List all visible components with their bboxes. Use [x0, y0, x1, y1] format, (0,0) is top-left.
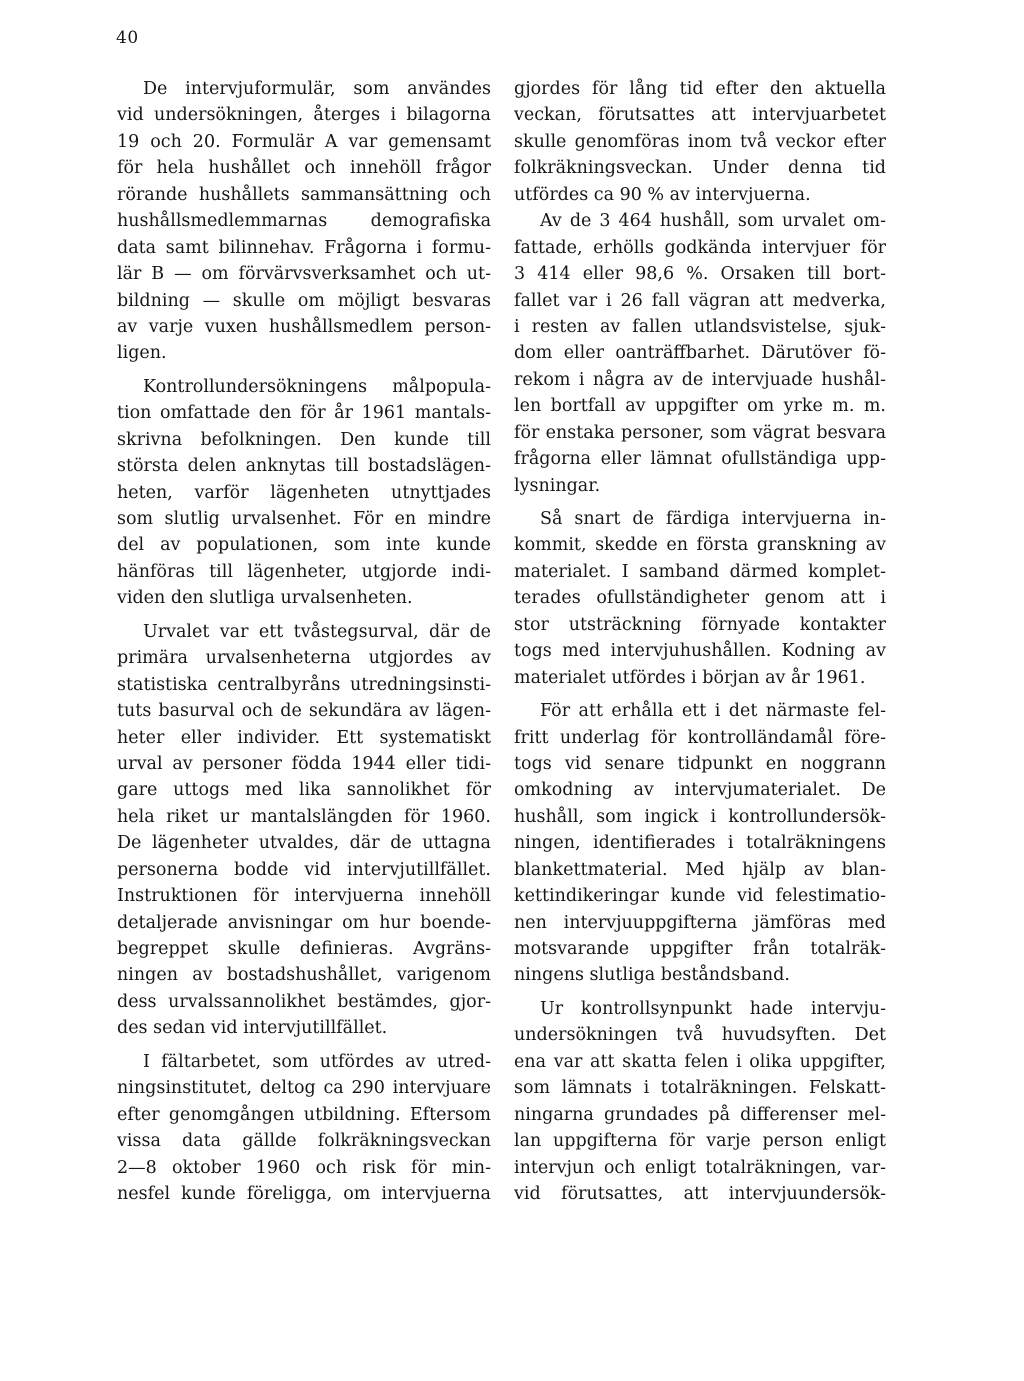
text-line: frågorna eller lämnat ofullständiga upp- — [514, 449, 886, 470]
text-line: 3 414 eller 98,6 %. Orsaken till bort- — [514, 264, 886, 285]
text-line: lysningar. — [514, 475, 601, 496]
paragraph — [117, 76, 491, 367]
text-line: del av populationen, som inte kunde — [117, 535, 491, 556]
text-line: som lämnats i totalräkningen. Felskatt- — [514, 1078, 886, 1099]
text-line: des sedan vid intervjutillfället. — [117, 1018, 388, 1039]
text-line: togs vid senare tidpunkt en noggrann — [514, 753, 886, 774]
text-line: undersökningen två huvudsyften. Det — [514, 1025, 886, 1046]
text-line: ningsinstitutet, deltog ca 290 intervjuare — [117, 1078, 491, 1099]
text-line: Instruktionen för intervjuerna innehöll — [117, 886, 491, 907]
text-line: vid förutsattes, att intervjuundersök- — [514, 1183, 886, 1204]
text-line: blankettmaterial. Med hjälp av blan- — [514, 859, 886, 880]
text-line: av varje vuxen hushållsmedlem person- — [117, 316, 491, 337]
text-line: rekom i några av de intervjuade hushål- — [514, 369, 886, 390]
text-line: fritt underlag för kontrolländamål före- — [514, 727, 886, 748]
paragraph — [514, 698, 886, 989]
text-line: primära urvalsenheterna utgjordes av — [117, 648, 491, 669]
text-line: omkodning av intervjumaterialet. De — [514, 780, 886, 801]
text-line: gjordes för lång tid efter den aktuella — [514, 79, 886, 99]
text-line: bildning — skulle om möjligt besvaras — [117, 290, 491, 311]
text-line: ningen av bostadshushållet, varigenom — [117, 965, 491, 986]
text-line: folkräkningsveckan. Under denna tid — [514, 158, 886, 179]
text-line: veckan, förutsattes att intervjuarbetet — [514, 105, 886, 126]
text-line: vissa data gällde folkräkningsveckan — [117, 1131, 491, 1152]
text-line: utfördes ca 90 % av intervjuerna. — [514, 184, 811, 205]
text-line: skulle genomföras inom två veckor efter — [514, 131, 886, 152]
text-line: personerna bodde vid intervjutillfället. — [117, 859, 491, 880]
text-line: 2—8 oktober 1960 och risk för min- — [117, 1157, 491, 1178]
text-line: materialet. I samband därmed komplet- — [514, 561, 886, 582]
text-line: kommit, skedde en första granskning av — [514, 535, 886, 556]
text-line: Kontrollundersökningens målpopula- — [143, 376, 491, 397]
text-line: heten, varför lägenheten utnyttjades — [117, 482, 491, 503]
text-line: ningen, identifierades i totalräkningens — [514, 833, 886, 854]
page-number: 40 — [116, 28, 139, 48]
text-line: nesfel kunde föreligga, om intervjuerna — [117, 1183, 491, 1204]
text-line: stor utsträckning förnyade kontakter — [514, 614, 886, 635]
text-line: 19 och 20. Formulär A var gemensamt — [117, 131, 491, 152]
text-line: Av de 3 464 hushåll, som urvalet om- — [540, 211, 886, 232]
text-line: detaljerade anvisningar om hur boende- — [117, 912, 491, 933]
text-line: gare uttogs med lika sannolikhet för — [117, 780, 491, 801]
text-line: Ur kontrollsynpunkt hade intervju- — [540, 998, 886, 1019]
text-line: ningens slutliga beståndsband. — [514, 965, 790, 986]
text-line: begreppet skulle definieras. Avgräns- — [117, 939, 491, 959]
paragraph — [514, 506, 886, 691]
text-line: i resten av fallen utlandsvistelse, sjuk- — [514, 316, 886, 337]
text-line: I fältarbetet, som utfördes av utred- — [143, 1051, 491, 1072]
paragraph — [117, 374, 491, 612]
text-line: urval av personer födda 1944 eller tidi- — [117, 753, 491, 774]
text-line: De lägenheter utvaldes, där de uttagna — [117, 833, 491, 854]
text-line: för enstaka personer, som vägrat besvara — [514, 422, 886, 443]
paragraph — [117, 619, 491, 1042]
text-line: hushållsmedlemmarnas demografiska — [117, 211, 491, 232]
text-line: viden den slutliga urvalsenheten. — [117, 588, 413, 609]
text-line: som slutlig urvalsenhet. För en mindre — [117, 509, 491, 529]
paragraph — [117, 1049, 491, 1208]
text-line: terades ofullständigheter genom att i — [514, 588, 886, 609]
text-line: vid undersökningen, återges i bilagorna — [117, 105, 491, 126]
text-line: tion omfattade den för år 1961 mantals- — [117, 403, 491, 424]
text-line: motsvarande uppgifter från totalräk- — [514, 939, 886, 959]
text-line: Så snart de färdiga intervjuerna in- — [540, 509, 886, 529]
text-line: len bortfall av uppgifter om yrke m. m. — [514, 396, 886, 417]
text-line: nen intervjuuppgifterna jämföras med — [514, 912, 886, 933]
text-line: intervjun och enligt totalräkningen, var- — [514, 1157, 886, 1178]
text-line: hela riket ur mantalslängden för 1960. — [117, 806, 491, 827]
text-line: togs med intervjuhushållen. Kodning av — [514, 641, 886, 662]
text-line: lär B — om förvärvsverksamhet och ut- — [117, 264, 491, 285]
text-line: skrivna befolkningen. Den kunde till — [117, 429, 491, 450]
text-line: ena var att skatta felen i olika uppgifter, — [514, 1051, 886, 1072]
text-line: materialet utfördes i början av år 1961. — [514, 667, 866, 688]
left-column — [117, 76, 491, 1207]
text-line: för hela hushållet och innehöll frågor — [117, 158, 491, 179]
text-line: För att erhålla ett i det närmaste fel- — [540, 701, 886, 722]
paragraph — [514, 996, 886, 1208]
text-line: tuts basurval och de sekundära av lägen- — [117, 701, 491, 722]
text-line: ligen. — [117, 343, 167, 364]
text-line: hushåll, som ingick i kontrollundersök- — [514, 806, 886, 827]
text-line: fattade, erhölls godkända intervjuer för — [514, 237, 886, 258]
text-line: De intervjuformulär, som användes — [143, 79, 491, 99]
text-line: lan uppgifterna för varje person enligt — [514, 1131, 886, 1152]
text-line: Urvalet var ett tvåstegsurval, där de — [143, 621, 491, 642]
right-column — [514, 76, 886, 1207]
text-line: statistiska centralbyråns utredningsinsti- — [117, 674, 491, 695]
text-line: data samt bilinnehav. Frågorna i formu- — [117, 237, 491, 258]
text-line: efter genomgången utbildning. Eftersom — [117, 1104, 491, 1125]
paragraph — [514, 208, 886, 499]
text-line: heter eller individer. Ett systematiskt — [117, 727, 491, 748]
text-line: dom eller oanträffbarhet. Därutöver fö- — [514, 343, 886, 364]
text-line: största delen anknytas till bostadslägen- — [117, 456, 491, 477]
paragraph — [514, 76, 886, 208]
text-line: ningarna grundades på differenser mel- — [514, 1104, 886, 1125]
text-line: fallet var i 26 fall vägran att medverka, — [514, 290, 886, 311]
text-line: kettindikeringar kunde vid felestimatio- — [514, 886, 886, 907]
text-line: rörande hushållets sammansättning och — [117, 184, 491, 205]
text-line: hänföras till lägenheter, utgjorde indi- — [117, 561, 491, 582]
text-line: dess urvalssannolikhet bestämdes, gjor- — [117, 991, 491, 1012]
